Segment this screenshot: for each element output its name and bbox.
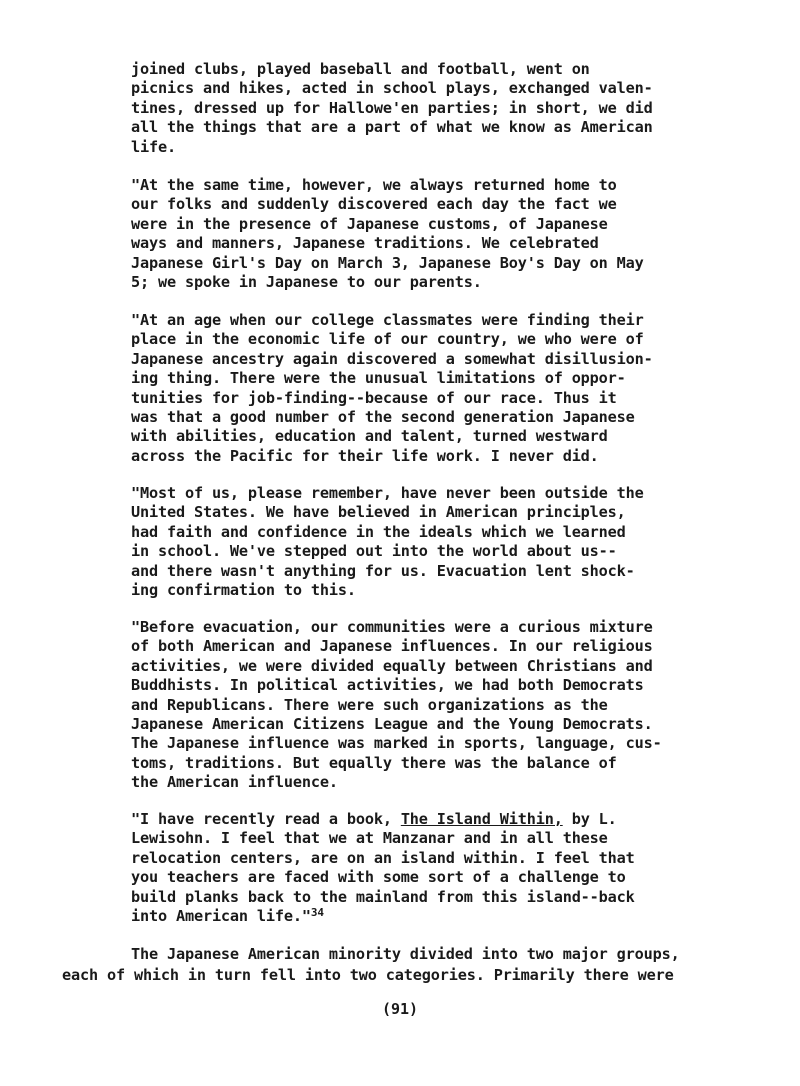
- text-line: Buddhists. In political activities, we had both Democrats: [131, 676, 644, 695]
- text-line: "At an age when our college classmates were finding their: [131, 311, 644, 329]
- text-line: tunities for job-finding--because of our race. Thus it: [131, 388, 617, 407]
- text-line: picnics and hikes, acted in school plays, exchanged valen-: [131, 79, 653, 98]
- book-title: The Island Within,: [400, 810, 563, 828]
- text-line: "Before evacuation, our communities were a curious mixture: [131, 618, 653, 636]
- text-line: had faith and confidence in the ideals which we learned: [131, 522, 626, 541]
- text-line: the American influence.: [131, 773, 338, 792]
- paragraph-5: [131, 618, 711, 793]
- text-line: 5; we spoke in Japanese to our parents.: [131, 273, 482, 292]
- text-line: Japanese ancestry again discovered a somewhat disillusion-: [131, 349, 653, 368]
- text-line: ing thing. There were the unusual limitations of oppor-: [131, 369, 626, 388]
- text-line: "Most of us, please remember, have never been outside the: [131, 484, 644, 502]
- text-line: all the things that are a part of what we know as American: [131, 118, 653, 137]
- paragraph-7: [62, 944, 742, 986]
- text-line: ing confirmation to this.: [131, 581, 356, 600]
- paragraph-1: [131, 60, 711, 157]
- text-line: with abilities, education and talent, turned westward: [131, 427, 608, 446]
- text-run: into American life.": [131, 907, 311, 926]
- text-line: [131, 810, 711, 829]
- text-line: [131, 907, 711, 926]
- text-line: "At the same time, however, we always returned home to: [131, 176, 617, 194]
- text-line: Lewisohn. I feel that we at Manzanar and in all these: [131, 829, 608, 848]
- paragraph-3: [131, 311, 711, 466]
- text-line: relocation centers, are on an island within. I feel that: [131, 848, 635, 867]
- text-line: across the Pacific for their life work. I never did.: [131, 446, 599, 465]
- text-line: United States. We have believed in American principles,: [131, 503, 626, 522]
- text-line: in school. We've stepped out into the world about us--: [131, 542, 617, 561]
- text-run: by L.: [562, 810, 617, 828]
- page-number: (91): [381, 1000, 419, 1018]
- text-line: The Japanese American minority divided into two major groups,: [131, 945, 680, 963]
- text-run: "I have recently read a book,: [131, 810, 401, 828]
- text-line: joined clubs, played baseball and football, went on: [131, 60, 590, 78]
- text-line: activities, we were divided equally between Christians and: [131, 656, 653, 675]
- text-line: tines, dressed up for Hallowe'en parties; in short, we did: [131, 98, 653, 117]
- text-line: Japanese American Citizens League and the Young Democrats.: [131, 715, 653, 734]
- text-line: our folks and suddenly discovered each day the fact we: [131, 195, 617, 214]
- paragraph-6: [131, 810, 711, 926]
- text-line: of both American and Japanese influences. In our religious: [131, 637, 653, 656]
- text-line: life.: [131, 137, 176, 156]
- text-line: and there wasn't anything for us. Evacuation lent shock-: [131, 561, 635, 580]
- paragraph-2: [131, 176, 711, 292]
- paragraph-4: [131, 484, 711, 600]
- text-line: you teachers are faced with some sort of a challenge to: [131, 868, 626, 887]
- text-line: build planks back to the mainland from this island--back: [131, 887, 635, 906]
- text-line: each of which in turn fell into two categories. Primarily there were: [62, 966, 674, 984]
- text-line: place in the economic life of our country, we who were of: [131, 330, 644, 349]
- text-line: Japanese Girl's Day on March 3, Japanese Boy's Day on May: [131, 253, 644, 272]
- text-line: and Republicans. There were such organizations as the: [131, 695, 608, 714]
- text-line: ways and manners, Japanese traditions. We celebrated: [131, 234, 599, 253]
- text-line: were in the presence of Japanese customs, of Japanese: [131, 214, 608, 233]
- text-line: was that a good number of the second generation Japanese: [131, 408, 635, 427]
- footnote-marker: 34: [310, 906, 324, 920]
- text-line: toms, traditions. But equally there was the balance of: [131, 753, 617, 772]
- text-line: The Japanese influence was marked in sports, language, cus-: [131, 734, 662, 753]
